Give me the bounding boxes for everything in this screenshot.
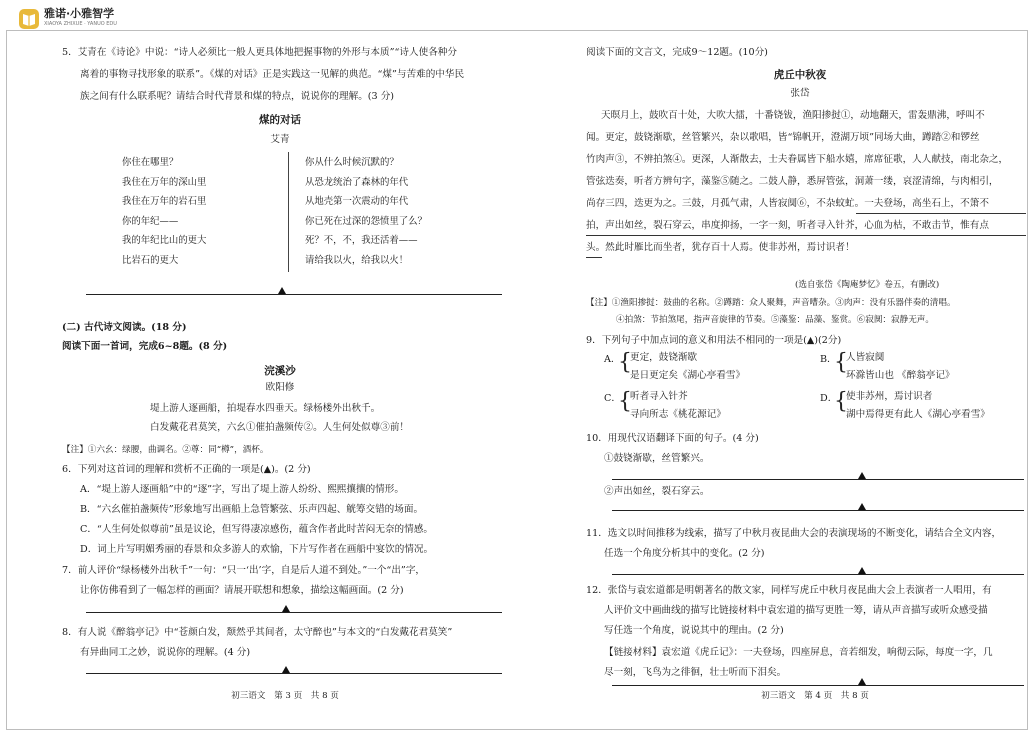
q6-option-b: B．“六幺催拍盏频传”形象地写出画船上急管繁弦、乐声四起、觥筹交错的场面。	[80, 504, 424, 515]
passage-line: 管弦迭奏，听者方辨句字，藻鉴⑤随之。二鼓人静，悉屏管弦，洞萧一缕，哀涩清绵，与肉相引，	[586, 176, 999, 187]
poem-line: 你的年纪——	[122, 215, 179, 227]
passage-line: 头。然此时雁比而坐者，犹存百十人焉。使非苏州，焉讨识者！	[586, 242, 855, 253]
answer-line	[612, 510, 1024, 511]
section-2-heading: (二) 古代诗文阅读。(18 分)	[62, 322, 187, 333]
ci-note: 【注】①六幺：绿腰，曲调名。②尊：同“樽”，酒杯。	[62, 445, 269, 455]
passage-note-1: 【注】①渔阳掺挝：鼓曲的名称。②蹲踏：众人聚舞，声音嘈杂。③肉声：没有乐器伴奏的清唱。	[586, 298, 956, 308]
ci-line2: 白发戴花君莫笑，六幺①催拍盏频传②。人生何处似尊③前！	[150, 422, 410, 433]
q9-option-a-2: 是日更定矣《湖心亭看雪》	[630, 370, 746, 381]
poem-line: 你从什么时候沉默的？	[305, 157, 399, 168]
answer-line	[86, 294, 502, 295]
q10-item-1: ①鼓铙渐歇，丝管繁兴。	[604, 453, 710, 464]
curve-underline	[856, 213, 1026, 214]
q6-option-c: C．“人生何处似尊前”虽是议论，但写得凄凉感伤，蕴含作者此时苦闷无奈的情感。	[80, 524, 433, 535]
q9-option-a-1: 更定，鼓铙渐歇	[630, 352, 698, 363]
passage-title: 虎丘中秋夜	[773, 69, 827, 81]
passage-line: 竹肉声③，不辨拍煞④。更深，人渐散去，士夫眷属皆下船水嬉，席席征歌，人人献技，南北杂之，	[586, 154, 1009, 165]
poem-title: 煤的对话	[259, 114, 301, 126]
answer-triangle-icon	[858, 472, 866, 479]
q9-option-d-2: 湖中焉得更有此人《湖心亭看雪》	[846, 409, 990, 420]
poem-line: 死？不，不，我还活着——	[305, 235, 418, 247]
left-footer: 初三语文 第 3 页 共 8 页	[231, 691, 339, 701]
right-footer: 初三语文 第 4 页 共 8 页	[761, 691, 869, 701]
q9-option-b-1: 人皆寂阒	[846, 352, 885, 363]
brace-icon: {	[834, 350, 848, 375]
link-material-line1: 【链接材料】袁宏道《虎丘记》：一夫登场，四座屏息，音若细发，响彻云际，每度一字，几	[604, 647, 993, 658]
answer-triangle-icon	[282, 605, 290, 612]
poem-author: 艾青	[270, 134, 290, 145]
logo-subtitle: XIAOYA ZHIXUE · YANUO EDU	[44, 21, 117, 27]
poem-line: 你住在哪里？	[122, 157, 179, 168]
brace-icon: {	[618, 389, 632, 414]
answer-triangle-icon	[282, 666, 290, 673]
q10-stem: 10．用现代汉语翻译下面的句子。(4 分)	[586, 433, 759, 444]
q5-line3: 族之间有什么联系呢？请结合时代背景和煤的特点，说说你的理解。(3 分)	[80, 91, 395, 102]
section-2-lead: 阅读下面一首词，完成6~8题。(8 分)	[62, 341, 228, 352]
q11-line2: 任选一个角度分析其中的变化。(2 分)	[604, 548, 765, 559]
q5-line1: 5．艾青在《诗论》中说：“诗人必须比一般人更具体地把握事物的外形与本质”“诗人使各种分	[62, 47, 457, 58]
q9-option-b-label: B．	[820, 354, 837, 365]
passage-line: 闻。更定，鼓铙渐歇，丝管繁兴，杂以歌唱，皆“锦帆开，澄湖万顷”同场大曲，蹲踏②和锣丝	[586, 132, 980, 143]
poem-line: 比岩石的更大	[122, 254, 179, 266]
poem-line: 你已死在过深的怨愤里了么？	[305, 215, 427, 227]
poem-line: 我住在万年的深山里	[122, 176, 207, 188]
logo-name: 雅诺·小雅智学	[44, 7, 115, 20]
poem-line: 请给我以火，给我以火！	[305, 254, 409, 266]
answer-line	[86, 612, 502, 613]
answer-line	[612, 479, 1024, 480]
poem-line: 从地壳第一次震动的年代	[305, 196, 409, 208]
answer-triangle-icon	[858, 567, 866, 574]
q12-line1: 12．张岱与袁宏道都是明朝著名的散文家，同样写虎丘中秋月夜昆曲大会上表演者一人唱用，有	[586, 585, 992, 596]
poem-line: 我住在万年的岩石里	[122, 196, 207, 208]
answer-line	[612, 574, 1024, 575]
q9-option-a-label: A．	[604, 354, 621, 365]
q9-option-c-2: 寻向所志《桃花源记》	[630, 409, 726, 420]
q11-line1: 11．选文以时间推移为线索，描写了中秋月夜昆曲大会的表演现场的不断变化，请结合全文内容，	[586, 528, 1002, 539]
q7-line2: 让你仿佛看到了一幅怎样的画面？请展开联想和想象，描绘这幅画面。(2 分)	[80, 585, 404, 596]
book-logo-icon	[18, 8, 40, 30]
link-material-line2: 尽一刻，飞鸟为之徘徊，壮士听而下泪矣。	[604, 667, 787, 678]
poem-right-column	[305, 153, 427, 271]
q8-line2: 有异曲同工之妙，说说你的理解。(4 分)	[80, 647, 251, 658]
q8-line1: 8．有人说《醉翁亭记》中“苍颜白发，颓然乎其间者，太守醉也”与本文的“白发戴花君莫笑”	[62, 627, 453, 638]
q9-option-b-2: 环滁皆山也 《醉翁亭记》	[846, 370, 955, 381]
brace-icon: {	[618, 350, 632, 375]
passage-author: 张岱	[790, 88, 810, 99]
q10-item-2: ②声出如丝，裂石穿云。	[604, 486, 710, 497]
q9-option-c-label: C．	[604, 393, 621, 404]
q6-stem: 6．下列对这首词的理解和赏析不正确的一项是(▲)。(2 分)	[62, 464, 311, 475]
poem-line: 从恐龙统治了森林的年代	[305, 176, 409, 188]
q9-option-c-1: 听者寻入针芥	[630, 391, 688, 402]
passage-note-2: ④拍煞：节拍煞尾，指声音旋律的节奏。⑤藻鉴：品藻、鉴赏。⑥寂阒：寂静无声。	[616, 315, 934, 325]
passage-line: 天暝月上，鼓吹百十处，大吹大擂，十番铙钹，渔阳掺挝①，动地翻天，雷轰鼎沸，呼叫不	[601, 110, 985, 121]
q9-stem: 9．下列句子中加点词的意义和用法不相同的一项是(▲)(2分)	[586, 335, 842, 346]
q12-line2: 人评价文中画曲线的描写比链接材料中袁宏道的描写更胜一筹，请从声音描写或听众感受描	[604, 605, 988, 616]
q7-line1: 7．前人评价“绿杨楼外出秋千”一句：“只一‘出’字，自是后人道不到处。”一个“出”字，	[62, 565, 426, 576]
q12-line3: 写任选一个角度，说说其中的理由。(2 分)	[604, 625, 784, 636]
reading-lead: 阅读下面的文言文，完成9～12题。(10分)	[586, 47, 768, 58]
answer-line	[86, 673, 502, 674]
answer-triangle-icon	[278, 287, 286, 294]
poem-left-column	[122, 153, 206, 271]
q6-option-a: A．“堤上游人逐画船”中的“逐”字，写出了堤上游人纷纷、熙熙攘攘的情形。	[80, 484, 404, 495]
ci-author: 欧阳修	[265, 382, 295, 393]
q9-option-d-label: D．	[820, 393, 838, 404]
ci-title: 浣溪沙	[264, 365, 296, 377]
answer-line	[612, 685, 1024, 686]
q5-line2: 离着的事物寻找形象的联系”。《煤的对话》正是实践这一见解的典范。“煤”与苦难的中华民	[80, 69, 465, 80]
q9-option-d-1: 使非苏州，焉讨识者	[846, 391, 933, 402]
brace-icon: {	[834, 389, 848, 414]
passage-source: (选自张岱《陶庵梦忆》卷五，有删改)	[795, 280, 940, 290]
answer-triangle-icon	[858, 678, 866, 685]
q6-option-d: D．词上片写明媚秀丽的春景和众多游人的欢愉，下片写作者在画船中宴饮的情况。	[80, 544, 434, 555]
poem-divider	[288, 152, 289, 272]
poem-line: 我的年纪比山的更大	[122, 235, 207, 247]
passage-line: 尚存三四，迭更为之。三鼓，月孤气肃，人皆寂阒⑥，不杂蚊虻。一夫登场，高坐石上，不箫不	[586, 198, 989, 209]
answer-triangle-icon	[858, 503, 866, 510]
passage-line: 拍，声出如丝，裂石穿云，串度抑扬，一字一刻，听者寻入针芥，心血为枯，不敢击节，惟有点	[586, 220, 989, 231]
logo	[18, 6, 148, 34]
curve-underline	[586, 257, 602, 258]
curve-underline	[586, 235, 1026, 236]
ci-line1: 堤上游人逐画船，拍堤春水四垂天。绿杨楼外出秋千。	[150, 403, 381, 414]
